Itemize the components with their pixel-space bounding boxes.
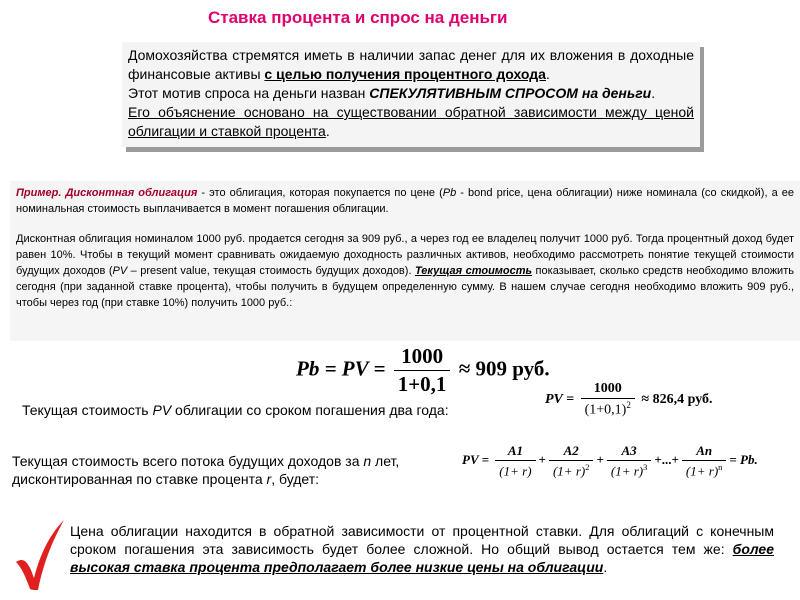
example-paragraph-2: [10, 227, 800, 311]
formula1-denominator: 1+0,1: [394, 370, 451, 397]
intro-paragraph-3: [128, 103, 694, 141]
formula2-denominator: [581, 398, 635, 419]
formula3-term-1: [495, 443, 535, 479]
ellipsis-sign: +...+: [654, 452, 679, 468]
term2-den-base: (1+ r): [552, 463, 586, 479]
intro-p1-text: Домохозяйства стремятся иметь в наличии запас денег для их вложения в доходные финансовые активы: [128, 47, 694, 82]
termn-denominator: [682, 460, 726, 479]
formula3-lhs: PV =: [462, 452, 490, 468]
formula3-term-3: [607, 443, 651, 479]
formula2-fraction: [581, 381, 635, 419]
intro-p2-end: .: [651, 85, 656, 101]
term3-numerator: A3: [621, 443, 637, 458]
term1-denominator: [495, 460, 535, 479]
page-title: Ставка процента и спрос на деньги: [208, 8, 508, 27]
line1-start: Текущая стоимость: [22, 402, 153, 418]
line2-end: , будет:: [271, 471, 320, 487]
example-p2-start: Дисконтная облигация номиналом 1000 руб. продается сегодня за 909 руб., а через год ее владелец получит 1000 руб. Тогда процентный доход будет равен 10%. Чтобы в текущий момент сравнивать ожидаемую доходность различных активов, необходимо рассмотреть понятие текущей стоимости будущих доходов (: [16, 233, 794, 277]
speculative-demand-term: СПЕКУЛЯТИВНЫМ СПРОСОМ на деньги: [369, 85, 652, 101]
formula3-rhs: = Pb.: [729, 452, 758, 468]
term1-numerator: A1: [507, 443, 523, 458]
conclusion-emphasis: более высокая ставка процента предполагает более низкие цены на облигации: [70, 541, 774, 575]
formula-two-year: [545, 381, 713, 419]
checkmark-icon: [14, 518, 66, 592]
pv-symbol: PV: [112, 265, 128, 277]
example-p2-end: показывает, сколько средств необходимо вложить сегодня (при заданной ставке процента), чтобы получить в будущем определенную сумму. В нашем случае сегодня необходимо вложить 909 руб., чтобы через год (при ставке 10%) получить 1000 руб.:: [16, 265, 794, 309]
intro-p3-end: .: [325, 123, 330, 139]
example-definition: [10, 181, 800, 217]
intro-p1-end: .: [545, 66, 550, 82]
line2-r: r: [266, 471, 272, 487]
termn-numerator: An: [696, 443, 713, 458]
conclusion-end: .: [603, 559, 608, 575]
formula3-term-2: [549, 443, 593, 479]
term1-den-base: (1+ r): [499, 463, 532, 479]
term2-denominator: [549, 460, 593, 479]
line2-start: Текущая стоимость всего потока будущих доходов за: [12, 453, 364, 469]
intro-p2-text: Этот мотив спроса на деньги назван: [128, 85, 370, 101]
conclusion-text: [70, 522, 774, 576]
intro-box: [122, 42, 700, 147]
formula2-den-base: (1+0,1): [584, 402, 627, 418]
pb-symbol: Pb: [442, 187, 457, 199]
intro-paragraph-2: [128, 84, 694, 103]
intro-paragraph-1: [128, 46, 694, 84]
termn-exponent: n: [718, 462, 723, 472]
formula2-lhs: PV =: [545, 392, 575, 408]
line2-mid: лет, дисконтированная по ставке процента: [12, 453, 400, 487]
conclusion-main: Цена облигации находится в обратной зависимости от процентной ставки. Для облигаций с конечным сроком погашения эта зависимость будет более сложной. Но общий вывод остается тем же:: [70, 523, 774, 557]
term3-den-base: (1+ r): [610, 463, 644, 479]
plus-sign-2: +: [596, 452, 604, 468]
line1-pv: PV: [152, 402, 172, 418]
term3-denominator: [607, 460, 651, 479]
formula3-term-n: [682, 443, 726, 479]
stream-caption: [12, 452, 452, 488]
example-p2-mid: – present value, текущая стоимость будущих доходов).: [127, 265, 415, 277]
line2-n: n: [363, 453, 372, 469]
plus-sign-1: +: [538, 452, 546, 468]
example-label: Пример. Дисконтная облигация: [16, 187, 198, 199]
term2-numerator: A2: [563, 443, 579, 458]
intro-p3-underlined: Его объяснение основано на существовании обратной зависимости между ценой облигации и ставкой процента: [128, 104, 694, 139]
formula1-numerator: 1000: [401, 344, 444, 368]
line1-end: облигации со сроком погашения два года:: [171, 402, 449, 418]
present-value-term: Текущая стоимость: [414, 265, 533, 277]
formula2-numerator: 1000: [593, 381, 622, 396]
formula-stream: [462, 443, 758, 479]
example-box: [10, 181, 800, 341]
two-year-caption: [22, 401, 449, 419]
intro-p1-underlined: с целью получения процентного дохода: [264, 66, 546, 82]
termn-den-base: (1+ r): [685, 463, 719, 479]
term3-exponent: 3: [643, 462, 648, 472]
example-def-text: - это облигация, которая покупается по цене (: [197, 187, 443, 199]
formula1-lhs: Pb = PV =: [296, 356, 386, 381]
formula1-rhs: ≈ 909 руб.: [458, 356, 550, 381]
term2-exponent: 2: [585, 462, 590, 472]
formula-one-year: [296, 344, 550, 397]
formula1-fraction: [394, 344, 451, 397]
example-def-text-2: - bond price, цена облигации) ниже номинала (со скидкой), а ее номинальная стоимость выплачивается в момент погашения облигации.: [16, 187, 794, 215]
formula2-rhs: ≈ 826,4 руб.: [641, 392, 713, 408]
formula2-exponent: 2: [626, 400, 631, 410]
